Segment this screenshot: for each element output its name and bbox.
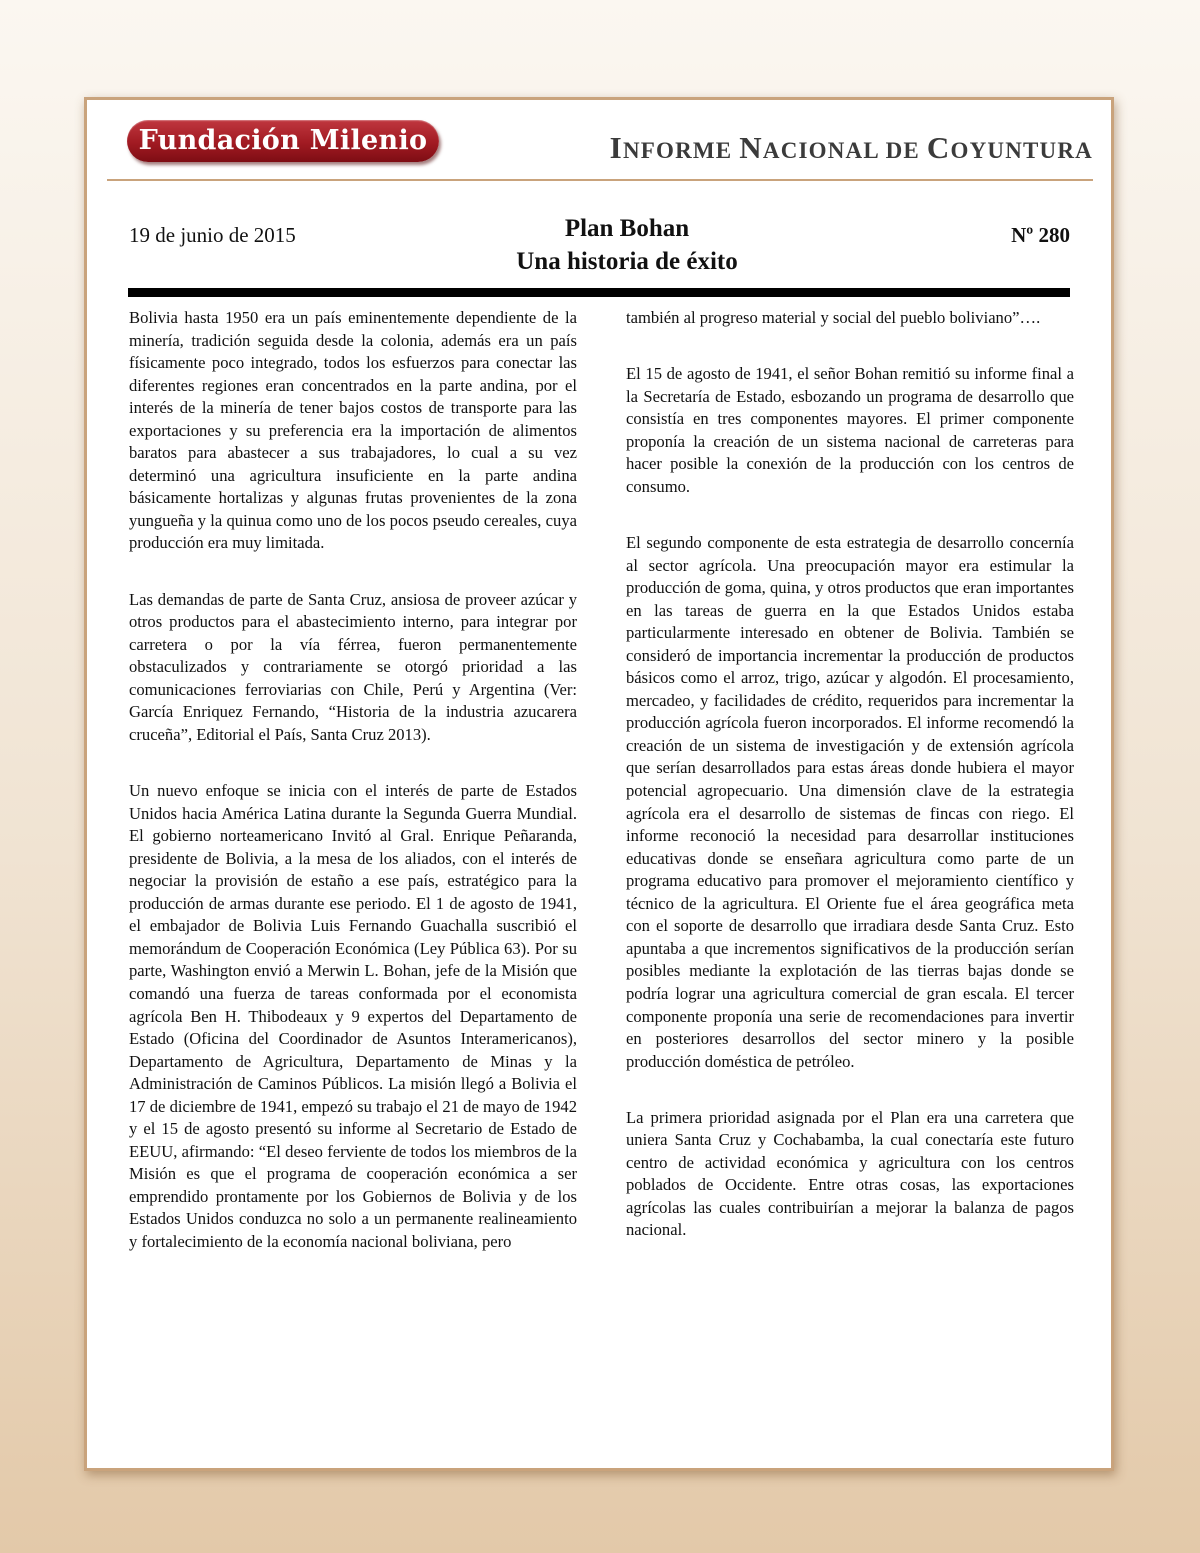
report-title-initial: C <box>926 130 951 165</box>
document-page <box>84 97 1114 1471</box>
title-line-1: Plan Bohan <box>564 215 690 242</box>
paragraph: La primera prioridad asignada por el Plan era una carretera que uniera Santa Cruz y Cochabamba, la cual conectaría este futuro centro de actividad económica y agricultura con los centros poblados de Occidente. Entre otras cosas, las exportaciones agrícolas las cuales contribuirían a mejorar la balanza de pagos nacional. <box>626 1107 1074 1240</box>
paragraph: El 15 de agosto de 1941, el señor Bohan remitió su informe final a la Secretaría de Estado, esbozando un programa de desarrollo que consistía en tres componentes mayores. El primer componente proponía la creación de un sistema nacional de carreteras para hacer posible la conexión de la producción con los centros de consumo. <box>626 364 1074 496</box>
title-line-2: Una historia de éxito <box>516 248 738 275</box>
paragraph: Un nuevo enfoque se inicia con el interés de parte de Estados Unidos hacia América Latina durante la Segunda Guerra Mundial. El gobierno norteamericano Invitó al Gral. Enrique Peñaranda, presidente de Bolivia, a la mesa de los aliados, con el interés de negociar la provisión de estaño a ese país, estratégico para la producción de armas durante ese periodo. El 1 de agosto de 1941, el embajador de Bolivia Luis Fernando Guachalla suscribió el memorándum de Cooperación Económica (Ley Pública 63). Por su parte, Washington envió a Merwin L. Bohan, jefe de la Misión que comandó una fuerza de tareas conformada por el economista agrícola Ben H. Thibodeaux y 9 expertos del Departamento de Estado (Oficina del Coordinador de Asuntos Interamericanos), Departamento de Agricultura, Departamento de Minas y la Administración de Caminos Públicos. La misión llegó a Bolivia el 17 de diciembre de 1941, empezó su trabajo el 21 de mayo de 1942 y el 15 de agosto presentó su informe al Secretario de Estado de EEUU, afirmando: “El deseo ferviente de todos los miembros de la Misión es que el programa de cooperación económica a ser emprendido prontamente por los Gobiernos de Bolivia y de los Estados Unidos conduzca no solo a un permanente realineamiento y fortalecimiento de la economía nacional boliviana, pero <box>129 781 577 1251</box>
paragraph: Bolivia hasta 1950 era un país eminentemente dependiente de la minería, tradición seguida desde la colonia, además era un país físicamente poco integrado, todos los esfuerzos para conectar las diferentes regiones eran concentrados en la parte andina, por el interés de la minería de tener bajos costos de transporte para las exportaciones y su preferencia era la importación de alimentos baratos para abastecer a sus trabajadores, lo cual a su vez determinó una agricultura insuficiente en la parte andina básicamente hortalizas y algunas frutas provenientes de la zona yungueña y la quinua como uno de los pocos pseudo cereales, cuya producción era muy limitada. <box>129 308 577 553</box>
report-title-initial: I <box>609 130 623 165</box>
left-column <box>129 307 577 1287</box>
publication-date: 19 de junio de 2015 <box>129 223 296 247</box>
report-title-part: NFORME <box>622 138 740 163</box>
paragraph: Las demandas de parte de Santa Cruz, ansiosa de proveer azúcar y otros productos para el abastecimiento interno, para integrar por carretera o por la vía férrea, fueron permanentemente obstaculizados y contrariamente se otorgó prioridad a las comunicaciones ferroviarias con Chile, Perú y Argentina (Ver: García Enriquez Fernando, “Historia de la industria azucarera cruceña”, Editorial el País, Santa Cruz 2013). <box>129 589 577 744</box>
report-series-title <box>610 130 1093 166</box>
right-column <box>626 307 1074 1276</box>
fundacion-milenio-logo: Fundación Milenio <box>127 120 439 162</box>
issue-number: Nº 280 <box>1011 223 1070 247</box>
report-title-initial: N <box>739 130 763 165</box>
paragraph: El segundo componente de esta estrategia de desarrollo concernía al sector agrícola. Una preocupación mayor era estimular la producción de goma, quina, y otros productos que eran importantes en las tareas de guerra en la que Estados Unidos estaba particularmente interesado en obtener de Bolivia. También se consideró de importancia incrementar la producción de productos básicos como el arroz, trigo, azúcar y algodón. El procesamiento, mercadeo, y facilidades de crédito, requeridos para incrementar la producción agrícola fueron incorporados. El informe recomendó la creación de un sistema de investigación y de extensión agrícola que serían desarrollados para estas áreas donde hubiera el mayor potencial agropecuario. Una dimensión clave de la estrategia agrícola era el desarrollo de sistemas de fincas con riego. El informe reconoció la necesidad para desarrollar instituciones educativas donde se enseñara agricultura como parte de un programa educativo para promover el mejoramiento científico y técnico de la agricultura. El Oriente fue el área geográfica meta con el soporte de desarrollo que irradiara desde Santa Cruz. Esto apuntaba a que incrementos significativos de la producción serían posibles mediante la explotación de las tierras bajas donde se podría lograr una agricultura comercial de gran escala. El tercer componente proponía una serie de recomendaciones para invertir en posteriores desarrollos del sector minero y la posible producción doméstica de petróleo. <box>626 533 1074 1071</box>
report-title-part: ACIONAL DE <box>762 138 927 163</box>
article-title <box>347 212 907 278</box>
report-title-part: OYUNTURA <box>950 138 1093 163</box>
header-divider <box>107 179 1093 181</box>
title-divider <box>128 288 1070 297</box>
paragraph: también al progreso material y social del pueblo boliviano”…. <box>626 308 1041 327</box>
